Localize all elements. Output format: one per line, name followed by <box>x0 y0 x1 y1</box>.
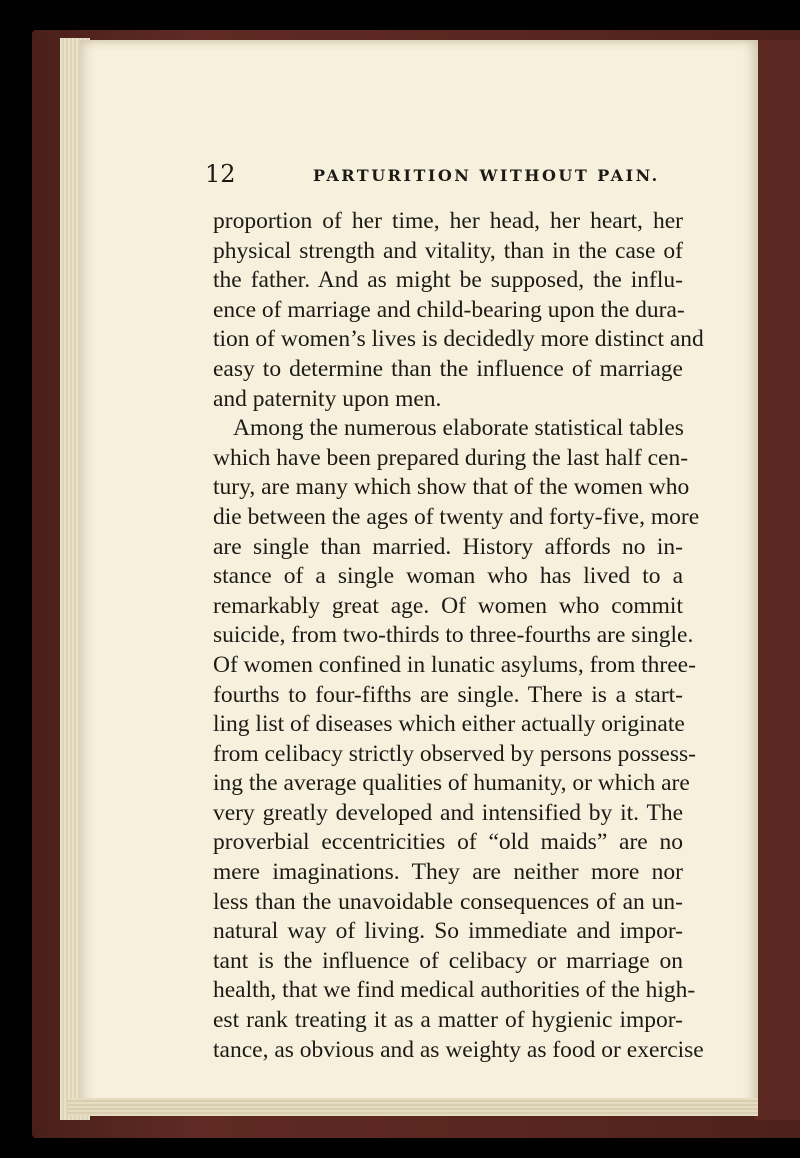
text-line: easy to determine than the influence of marriage <box>213 355 683 382</box>
text-line: ing the average qualities of humanity, or which are <box>213 770 690 797</box>
text-line: mere imaginations. They are neither more nor <box>213 859 683 886</box>
text-line: and paternity upon men. <box>213 385 442 412</box>
text-line: natural way of living. So immediate and impor- <box>213 918 683 945</box>
text-line: which have been prepared during the last half cen- <box>213 444 689 471</box>
text-line: health, that we find medical authorities of the high- <box>213 977 696 1004</box>
text-line: proverbial eccentricities of “old maids” are no <box>213 829 683 856</box>
page-number: 12 <box>205 160 236 188</box>
running-head: PARTURITION WITHOUT PAIN. <box>313 166 660 185</box>
text-line: tance, as obvious and as weighty as food or exercise <box>213 1036 704 1063</box>
text-line: Among the numerous elaborate statistical tables <box>233 415 684 442</box>
text-line: ence of marriage and child-bearing upon the dura- <box>213 296 685 323</box>
text-line: tant is the influence of celibacy or marriage on <box>213 947 683 974</box>
text-line: ling list of diseases which either actually originate <box>213 711 685 738</box>
text-line: physical strength and vitality, than in the case of <box>213 237 683 264</box>
text-line: suicide, from two-thirds to three-fourths are single. <box>213 622 694 649</box>
text-line: tion of women’s lives is decidedly more distinct and <box>213 326 704 353</box>
paragraph <box>213 207 704 414</box>
text-line: die between the ages of twenty and forty-five, more <box>213 503 700 530</box>
book-cover-edge <box>754 40 800 1120</box>
text-line: very greatly developed and intensified by it. The <box>213 799 683 826</box>
text-line: less than the unavoidable consequences of an un- <box>213 888 683 915</box>
paragraph <box>213 414 704 1065</box>
text-line: are single than married. History affords no in- <box>213 533 683 560</box>
page-stack-bottom <box>68 1098 758 1116</box>
text-line: remarkably great age. Of women who commit <box>213 592 683 619</box>
text-line: the father. And as might be supposed, the influ- <box>213 267 683 294</box>
page-header <box>205 160 685 196</box>
text-line: from celibacy strictly observed by persons possess- <box>213 740 696 767</box>
text-line: est rank treating it as a matter of hygienic impor- <box>213 1007 683 1034</box>
text-line: stance of a single woman who has lived to a <box>213 563 683 590</box>
text-line: fourths to four-fifths are single. There is a start- <box>213 681 683 708</box>
text-line: tury, are many which show that of the women who <box>213 474 690 501</box>
text-line: Of women confined in lunatic asylums, from three- <box>213 651 696 678</box>
text-line: proportion of her time, her head, her heart, her <box>213 208 683 234</box>
body-text <box>213 207 704 1065</box>
